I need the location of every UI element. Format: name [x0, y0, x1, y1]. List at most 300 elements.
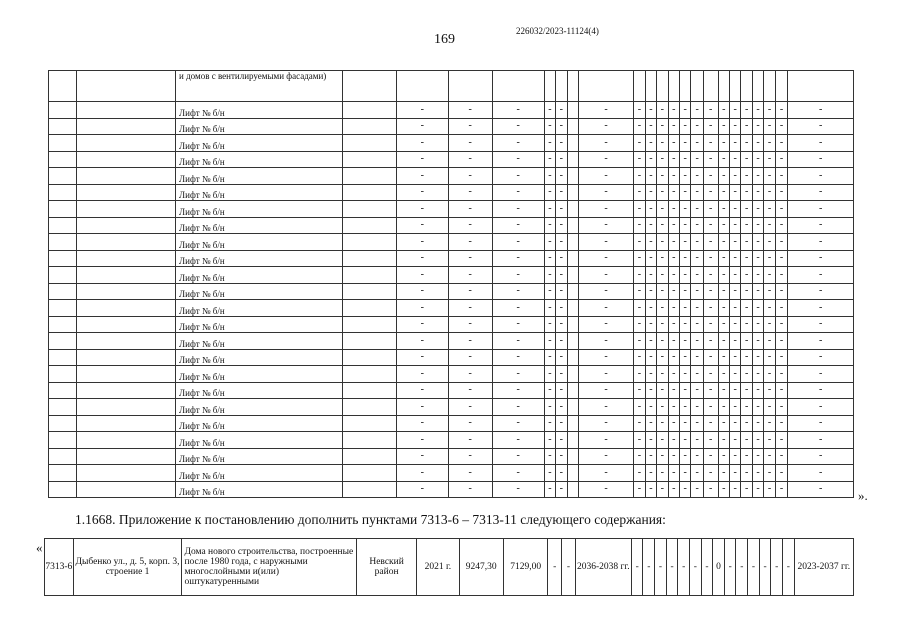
table-cell	[49, 316, 77, 333]
table-cell	[342, 382, 396, 399]
dash-cell: -	[544, 382, 555, 399]
dash-cell: -	[752, 465, 763, 482]
dash-cell: -	[788, 267, 854, 284]
dash-cell: -	[548, 539, 562, 596]
dash-cell: -	[396, 333, 448, 350]
row-label: Лифт № б/н	[176, 382, 343, 399]
dash-cell: -	[718, 234, 729, 251]
dash-cell: -	[764, 481, 775, 498]
dash-cell: -	[680, 267, 691, 284]
dash-cell: -	[556, 333, 567, 350]
dash-cell: -	[396, 283, 448, 300]
table-cell	[77, 184, 176, 201]
table-cell	[556, 71, 567, 102]
dash-cell: -	[703, 168, 718, 185]
dash-cell: -	[775, 201, 787, 218]
dash-cell: -	[764, 151, 775, 168]
dash-cell: -	[657, 316, 668, 333]
table-row	[49, 415, 854, 432]
dash-cell: -	[764, 333, 775, 350]
row-label: Лифт № б/н	[176, 316, 343, 333]
dash-cell: -	[703, 300, 718, 317]
dash-cell: -	[691, 300, 703, 317]
table-cell	[342, 118, 396, 135]
dash-cell: -	[556, 135, 567, 152]
description-cell: Дома нового строительства, построенные после 1980 года, с наружными многослойными и(или) оштукатуренными	[182, 539, 356, 596]
table-cell	[77, 234, 176, 251]
table-cell	[342, 448, 396, 465]
table-cell	[703, 71, 718, 102]
dash-cell: -	[645, 234, 656, 251]
table-row	[49, 168, 854, 185]
dash-cell: -	[788, 184, 854, 201]
dash-cell: -	[764, 217, 775, 234]
dash-cell: -	[634, 184, 645, 201]
table-cell	[49, 465, 77, 482]
table-cell	[77, 432, 176, 449]
dash-cell: -	[657, 118, 668, 135]
dash-cell: -	[556, 382, 567, 399]
table-cell	[77, 102, 176, 119]
dash-cell: -	[775, 250, 787, 267]
dash-cell: -	[634, 333, 645, 350]
dash-cell: -	[788, 283, 854, 300]
dash-cell: -	[492, 201, 544, 218]
dash-cell: -	[678, 539, 690, 596]
table-cell	[77, 316, 176, 333]
dash-cell: -	[657, 217, 668, 234]
dash-cell: -	[729, 184, 740, 201]
dash-cell: -	[691, 432, 703, 449]
dash-cell: -	[741, 333, 752, 350]
dash-cell: -	[718, 217, 729, 234]
dash-cell: -	[492, 415, 544, 432]
dash-cell: -	[492, 217, 544, 234]
dash-cell: -	[759, 539, 771, 596]
dash-cell: -	[741, 201, 752, 218]
dash-cell: -	[448, 465, 492, 482]
dash-cell: -	[752, 481, 763, 498]
dash-cell: -	[634, 217, 645, 234]
dash-cell: -	[703, 465, 718, 482]
dash-cell: -	[668, 168, 679, 185]
dash-cell: -	[396, 168, 448, 185]
table-cell	[448, 71, 492, 102]
dash-cell: -	[775, 366, 787, 383]
row-label: Лифт № б/н	[176, 250, 343, 267]
table-cell	[567, 184, 578, 201]
dash-cell: -	[544, 432, 555, 449]
dash-cell: -	[775, 432, 787, 449]
table-cell	[691, 71, 703, 102]
dash-cell: -	[788, 399, 854, 416]
table-cell	[567, 201, 578, 218]
dash-cell: -	[764, 366, 775, 383]
dash-cell: -	[741, 184, 752, 201]
table-cell	[77, 415, 176, 432]
dash-cell: -	[691, 465, 703, 482]
dash-cell: -	[657, 415, 668, 432]
table-cell	[49, 399, 77, 416]
dash-cell: -	[741, 234, 752, 251]
page-number: 169	[434, 32, 455, 47]
dash-cell: -	[544, 217, 555, 234]
dash-cell: -	[775, 333, 787, 350]
dash-cell: -	[775, 399, 787, 416]
new-items-table	[44, 538, 854, 596]
dash-cell: -	[764, 415, 775, 432]
row-label: Лифт № б/н	[176, 201, 343, 218]
table-cell	[77, 168, 176, 185]
dash-cell: -	[680, 118, 691, 135]
dash-cell: -	[579, 151, 634, 168]
dash-cell: -	[579, 283, 634, 300]
dash-cell: -	[668, 151, 679, 168]
dash-cell: -	[657, 102, 668, 119]
table-cell	[49, 234, 77, 251]
dash-cell: -	[703, 283, 718, 300]
table-cell	[342, 267, 396, 284]
dash-cell: -	[788, 316, 854, 333]
dash-cell: -	[448, 283, 492, 300]
dash-cell: -	[775, 481, 787, 498]
dash-cell: -	[544, 135, 555, 152]
dash-cell: -	[752, 151, 763, 168]
dash-cell: -	[668, 316, 679, 333]
dash-cell: -	[448, 415, 492, 432]
dash-cell: -	[645, 201, 656, 218]
table-cell	[49, 102, 77, 119]
dash-cell: -	[657, 184, 668, 201]
dash-cell: -	[579, 382, 634, 399]
table-cell	[49, 415, 77, 432]
dash-cell: -	[556, 481, 567, 498]
dash-cell: -	[788, 217, 854, 234]
dash-cell: -	[764, 184, 775, 201]
dash-cell: -	[657, 432, 668, 449]
dash-cell: -	[680, 399, 691, 416]
dash-cell: -	[396, 465, 448, 482]
dash-cell: -	[396, 366, 448, 383]
table-cell	[342, 283, 396, 300]
dash-cell: -	[752, 102, 763, 119]
dash-cell: -	[634, 316, 645, 333]
dash-cell: -	[544, 481, 555, 498]
dash-cell: -	[703, 432, 718, 449]
dash-cell: -	[448, 102, 492, 119]
table-cell	[77, 349, 176, 366]
table-row	[49, 234, 854, 251]
dash-cell: -	[703, 382, 718, 399]
dash-cell: -	[634, 465, 645, 482]
table-row	[49, 300, 854, 317]
dash-cell: -	[544, 399, 555, 416]
dash-cell: -	[729, 333, 740, 350]
dash-cell: -	[729, 300, 740, 317]
dash-cell: -	[634, 168, 645, 185]
table-cell	[49, 432, 77, 449]
dash-cell: -	[544, 102, 555, 119]
dash-cell: -	[752, 283, 763, 300]
dash-cell: -	[691, 184, 703, 201]
table-cell	[342, 366, 396, 383]
row-label: Лифт № б/н	[176, 267, 343, 284]
table-cell	[342, 250, 396, 267]
dash-cell: -	[634, 448, 645, 465]
dash-cell: -	[396, 300, 448, 317]
dash-cell: -	[703, 151, 718, 168]
dash-cell: -	[556, 349, 567, 366]
dash-cell: -	[729, 234, 740, 251]
dash-cell: -	[579, 184, 634, 201]
table-cell	[77, 448, 176, 465]
dash-cell: -	[741, 366, 752, 383]
dash-cell: -	[579, 102, 634, 119]
dash-cell: -	[718, 432, 729, 449]
dash-cell: -	[634, 399, 645, 416]
dash-cell: -	[556, 267, 567, 284]
dash-cell: -	[680, 234, 691, 251]
dash-cell: -	[645, 168, 656, 185]
dash-cell: -	[729, 118, 740, 135]
dash-cell: -	[556, 399, 567, 416]
dash-cell: -	[752, 432, 763, 449]
amendment-paragraph: 1.1668. Приложение к постановлению дополнить пунктами 7313-6 – 7313-11 следующего содержания:	[75, 512, 666, 527]
dash-cell: -	[668, 415, 679, 432]
dash-cell: -	[631, 539, 643, 596]
table-cell	[567, 415, 578, 432]
dash-cell: -	[752, 415, 763, 432]
dash-cell: -	[657, 465, 668, 482]
dash-cell: -	[492, 102, 544, 119]
table-row	[49, 217, 854, 234]
table-cell	[77, 201, 176, 218]
dash-cell: -	[657, 151, 668, 168]
dash-cell: -	[668, 448, 679, 465]
dash-cell: -	[775, 283, 787, 300]
row-label: Лифт № б/н	[176, 481, 343, 498]
table-row	[49, 448, 854, 465]
table-cell	[752, 71, 763, 102]
row-label: Лифт № б/н	[176, 432, 343, 449]
dash-cell: -	[645, 366, 656, 383]
table-cell	[342, 102, 396, 119]
dash-cell: -	[556, 366, 567, 383]
dash-cell: -	[680, 151, 691, 168]
dash-cell: -	[729, 135, 740, 152]
table-cell	[77, 481, 176, 498]
dash-cell: -	[788, 151, 854, 168]
opening-quote: «	[36, 540, 43, 555]
row-label: Лифт № б/н	[176, 118, 343, 135]
table-cell	[49, 382, 77, 399]
dash-cell: -	[764, 201, 775, 218]
table-row	[49, 267, 854, 284]
dash-cell: -	[579, 135, 634, 152]
table-cell	[567, 151, 578, 168]
dash-cell: -	[492, 118, 544, 135]
dash-cell: -	[544, 316, 555, 333]
dash-cell: -	[752, 316, 763, 333]
dash-cell: -	[492, 349, 544, 366]
table-cell	[668, 71, 679, 102]
table-cell	[567, 283, 578, 300]
dash-cell: -	[718, 349, 729, 366]
dash-cell: -	[775, 135, 787, 152]
dash-cell: -	[775, 300, 787, 317]
row-label: Лифт № б/н	[176, 217, 343, 234]
dash-cell: -	[718, 102, 729, 119]
dash-cell: -	[691, 448, 703, 465]
row-label: Лифт № б/н	[176, 184, 343, 201]
dash-cell: -	[448, 316, 492, 333]
dash-cell: -	[691, 283, 703, 300]
dash-cell: -	[752, 366, 763, 383]
table-cell	[342, 481, 396, 498]
dash-cell: -	[775, 151, 787, 168]
dash-cell: -	[788, 366, 854, 383]
dash-cell: -	[556, 201, 567, 218]
dash-cell: -	[579, 415, 634, 432]
dash-cell: -	[396, 135, 448, 152]
dash-cell: -	[634, 432, 645, 449]
dash-cell: -	[544, 184, 555, 201]
dash-cell: -	[556, 168, 567, 185]
dash-cell: -	[645, 432, 656, 449]
dash-cell: -	[448, 333, 492, 350]
dash-cell: -	[741, 300, 752, 317]
dash-cell: -	[645, 465, 656, 482]
dash-cell: -	[718, 151, 729, 168]
dash-cell: -	[788, 234, 854, 251]
dash-cell: -	[729, 465, 740, 482]
dash-cell: -	[657, 201, 668, 218]
dash-cell: -	[691, 135, 703, 152]
table-cell	[342, 201, 396, 218]
table-cell	[764, 71, 775, 102]
dash-cell: -	[764, 118, 775, 135]
dash-cell: -	[556, 316, 567, 333]
dash-cell: -	[492, 465, 544, 482]
dash-cell: -	[691, 267, 703, 284]
table-row	[49, 283, 854, 300]
table-row	[49, 366, 854, 383]
table-cell	[49, 267, 77, 284]
dash-cell: -	[764, 465, 775, 482]
table-cell	[567, 366, 578, 383]
table-cell	[49, 217, 77, 234]
dash-cell: -	[782, 539, 794, 596]
dash-cell: -	[396, 250, 448, 267]
dash-cell: -	[775, 267, 787, 284]
dash-cell: -	[775, 168, 787, 185]
row-label: Лифт № б/н	[176, 448, 343, 465]
table-cell	[775, 71, 787, 102]
dash-cell: -	[691, 481, 703, 498]
dash-cell: -	[544, 201, 555, 218]
table-cell	[567, 432, 578, 449]
dash-cell: -	[645, 316, 656, 333]
table-cell	[645, 71, 656, 102]
dash-cell: -	[634, 349, 645, 366]
dash-cell: -	[752, 399, 763, 416]
table-cell	[49, 448, 77, 465]
table-cell	[77, 71, 176, 102]
dash-cell: -	[764, 300, 775, 317]
dash-cell: -	[657, 283, 668, 300]
dash-cell: -	[556, 283, 567, 300]
dash-cell: -	[634, 366, 645, 383]
dash-cell: -	[448, 201, 492, 218]
table-cell	[77, 333, 176, 350]
dash-cell: -	[448, 366, 492, 383]
table-cell	[342, 316, 396, 333]
table-cell	[567, 448, 578, 465]
dash-cell: -	[729, 217, 740, 234]
dash-cell: -	[788, 481, 854, 498]
table-cell	[77, 250, 176, 267]
dash-cell: -	[492, 333, 544, 350]
dash-cell: -	[544, 300, 555, 317]
table-cell	[567, 71, 578, 102]
dash-cell: -	[691, 316, 703, 333]
dash-cell: -	[634, 250, 645, 267]
elevator-table	[48, 70, 854, 498]
address-cell: Дыбенко ул., д. 5, корп. 3, строение 1	[73, 539, 182, 596]
dash-cell: -	[718, 168, 729, 185]
dash-cell: -	[668, 366, 679, 383]
dash-cell: -	[729, 349, 740, 366]
row-label: Лифт № б/н	[176, 333, 343, 350]
dash-cell: -	[703, 415, 718, 432]
dash-cell: -	[645, 415, 656, 432]
dash-cell: -	[634, 481, 645, 498]
table-cell	[49, 135, 77, 152]
dash-cell: -	[556, 234, 567, 251]
dash-cell: -	[741, 168, 752, 185]
table-cell	[49, 250, 77, 267]
dash-cell: -	[680, 135, 691, 152]
dash-cell: -	[396, 102, 448, 119]
dash-cell: -	[657, 168, 668, 185]
dash-cell: -	[645, 481, 656, 498]
dash-cell: -	[775, 465, 787, 482]
table-cell	[342, 465, 396, 482]
table-row	[45, 539, 854, 596]
dash-cell: -	[657, 267, 668, 284]
table-cell	[77, 465, 176, 482]
dash-cell: -	[752, 184, 763, 201]
dash-cell: -	[657, 300, 668, 317]
dash-cell: -	[729, 151, 740, 168]
table-cell	[741, 71, 752, 102]
dash-cell: -	[689, 539, 701, 596]
dash-cell: -	[788, 349, 854, 366]
dash-cell: -	[645, 151, 656, 168]
dash-cell: -	[718, 415, 729, 432]
dash-cell: -	[544, 118, 555, 135]
table-cell	[342, 151, 396, 168]
dash-cell: -	[396, 432, 448, 449]
dash-cell: -	[680, 184, 691, 201]
dash-cell: -	[645, 184, 656, 201]
dash-cell: -	[668, 217, 679, 234]
dash-cell: -	[634, 234, 645, 251]
dash-cell: -	[556, 184, 567, 201]
dash-cell: -	[691, 102, 703, 119]
dash-cell: -	[396, 201, 448, 218]
dash-cell: -	[668, 399, 679, 416]
